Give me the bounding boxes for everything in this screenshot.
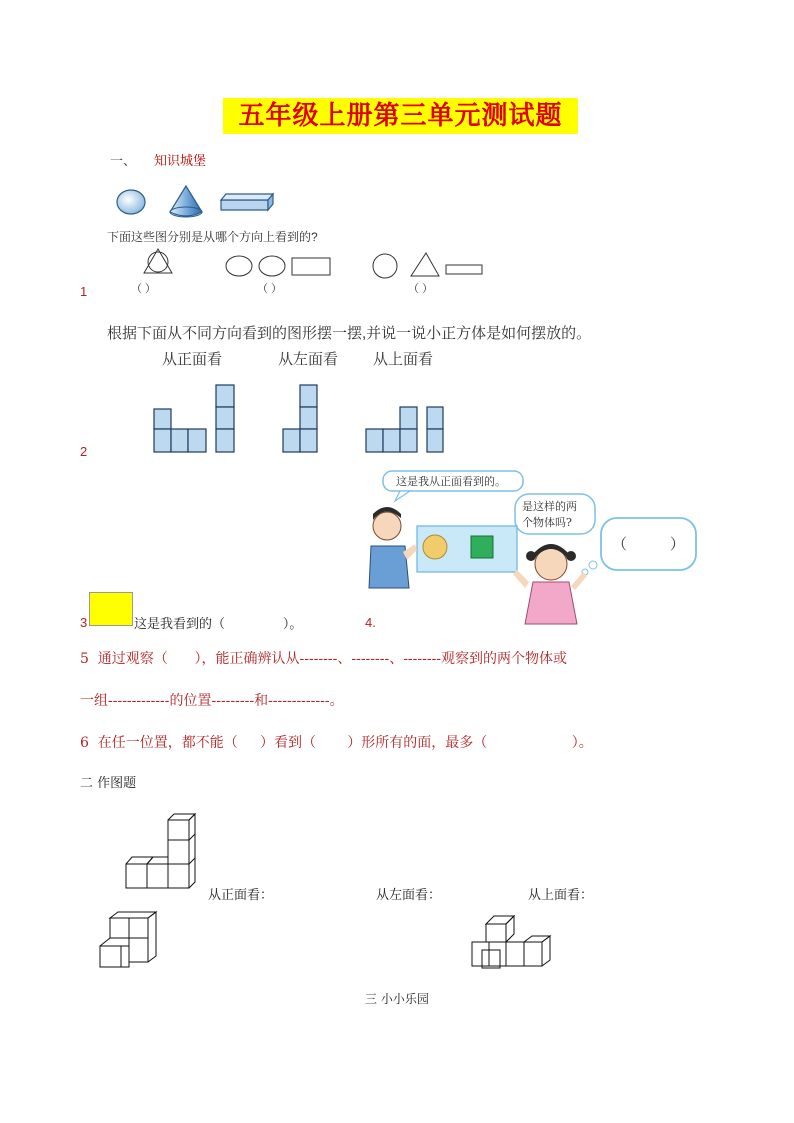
page-title: 五年级上册第三单元测试题 [223, 98, 578, 134]
q2-question: 根据下面从不同方向看到的图形摆一摆,并说一说小正方体是如何摆放的。 [107, 325, 592, 342]
q6-line: 6 在任一位置，都不能（ ）看到（ ）形所有的面，最多（ ）。 [80, 735, 593, 751]
sphere-shape [117, 190, 145, 214]
q2-cube-views [150, 380, 450, 456]
q1-answer-paren-1: （ ） [131, 283, 157, 295]
yellow-square [89, 592, 133, 626]
drawing-cubes-2 [96, 910, 160, 970]
section-heading-2: 二 作图题 [80, 776, 137, 791]
q1-view-shapes [140, 248, 490, 280]
q2-view-left: 从左面看 [278, 351, 339, 368]
draw-left-label: 从左面看： [376, 888, 442, 903]
boy-speech-text: 这是我从正面看到的。 [396, 475, 506, 488]
boy-figure [369, 507, 417, 588]
thought-answer-paren: （ ） [612, 535, 685, 553]
q3-text: 这是我看到的（ ）。 [134, 617, 303, 632]
girl-speech-line2: 个物体吗? [522, 516, 572, 529]
q4-number: 4. [365, 615, 376, 630]
section-heading-3: 三 小小乐园 [365, 992, 429, 1006]
q1-number: 1 [80, 284, 88, 299]
section-label: 知识城堡 [154, 154, 207, 169]
q2-view-front: 从正面看 [162, 351, 223, 368]
girl-speech-line1: 是这样的两 [522, 500, 577, 513]
drawing-cubes-3 [468, 912, 552, 970]
cuboid-shape [221, 200, 268, 210]
q1-answer-paren-2: （ ） [257, 283, 283, 295]
q5-line2: 一组-------------的位置---------和-------------。 [80, 693, 344, 709]
q2-view-top: 从上面看 [373, 351, 434, 368]
solids-illustration [108, 182, 278, 222]
draw-front-label: 从正面看： [208, 888, 274, 903]
q5-line1: 5 通过观察（ ），能正确辨认从--------、--------、--------观察到的两个物体或 [80, 651, 568, 667]
cone-shape [170, 186, 202, 216]
section-heading-1 [110, 150, 206, 169]
q1-answer-paren-3: （ ） [408, 283, 434, 295]
q1-question: 下面这些图分别是从哪个方向上看到的? [107, 230, 318, 244]
girl-figure [513, 544, 587, 624]
draw-top-label: 从上面看： [528, 888, 594, 903]
q2-number: 2 [80, 444, 88, 459]
q3-number: 3 [80, 615, 88, 630]
drawing-cubes-1 [120, 812, 200, 892]
section-index: 一、 [110, 154, 137, 169]
